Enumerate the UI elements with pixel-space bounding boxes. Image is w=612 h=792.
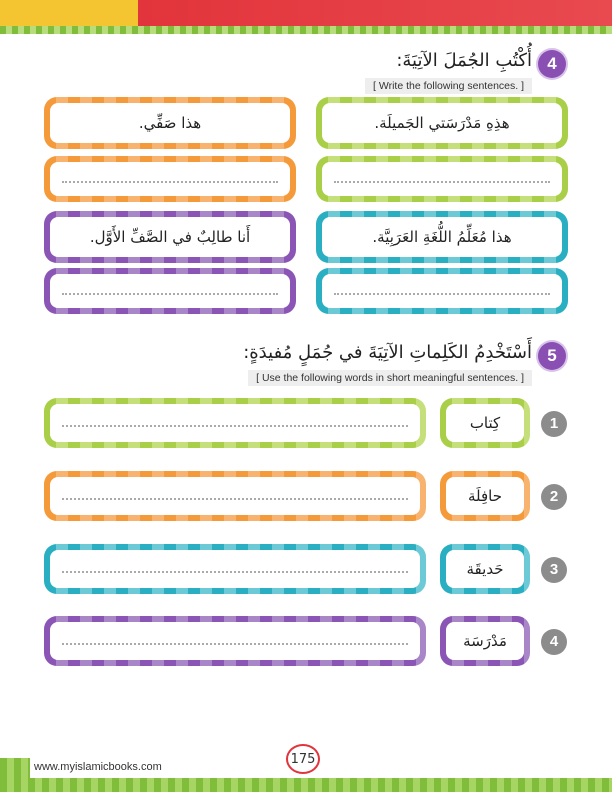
sentence-text-4: هذا مُعَلِّمُ اللُّغَةِ العَرَبِيَّة.	[372, 228, 512, 246]
section4-subtitle: [ Write the following sentences. ]	[365, 78, 532, 94]
item-number-1: 1	[541, 411, 567, 437]
section5-title: أَسْتَخْدِمُ الكَلِماتِ الآتِيَةَ في جُمَلٍ مُفيدَةٍ:	[243, 342, 532, 363]
write-line-2[interactable]	[334, 181, 550, 183]
word-box-2	[440, 471, 530, 521]
sentence-box-1	[44, 97, 296, 149]
footer-url: www.myislamicbooks.com	[34, 761, 162, 773]
word-text-4: مَدْرَسَة	[463, 632, 507, 650]
section4-title: أُكْتُبِ الجُمَلَ الآتِيَةَ:	[396, 50, 532, 71]
write-line-1[interactable]	[62, 181, 278, 183]
sentence-box-4	[316, 211, 568, 263]
write-line-3[interactable]	[62, 293, 278, 295]
section5-subtitle: [ Use the following words in short meaningful sentences. ]	[248, 370, 532, 386]
item-number-2: 2	[541, 484, 567, 510]
write-box-4[interactable]	[316, 268, 568, 314]
header-red-band	[138, 0, 612, 26]
section4-number-badge: 4	[538, 50, 566, 78]
word-box-1	[440, 398, 530, 448]
word-text-2: حافِلَة	[467, 487, 503, 505]
sentence-box-3	[44, 211, 296, 263]
answer-line-1[interactable]	[62, 425, 408, 427]
section5-number-badge: 5	[538, 342, 566, 370]
item-number-4: 4	[541, 629, 567, 655]
page-number: 175	[286, 744, 320, 774]
answer-box-4[interactable]	[44, 616, 426, 666]
header-stripes	[0, 26, 612, 34]
write-box-2[interactable]	[316, 156, 568, 202]
item-number-3: 3	[541, 557, 567, 583]
sentence-box-2	[316, 97, 568, 149]
answer-box-2[interactable]	[44, 471, 426, 521]
answer-line-3[interactable]	[62, 571, 408, 573]
answer-box-1[interactable]	[44, 398, 426, 448]
word-text-1: كِتاب	[469, 414, 501, 432]
write-box-3[interactable]	[44, 268, 296, 314]
answer-line-2[interactable]	[62, 498, 408, 500]
header-yellow-band	[0, 0, 138, 26]
sentence-text-2: هذِهِ مَدْرَسَتي الجَميلَة.	[374, 114, 510, 132]
sentence-text-1: هذا صَفِّي.	[138, 114, 202, 132]
sentence-text-3: أَنا طالِبٌ في الصَّفِّ الأَوَّل.	[89, 228, 251, 246]
write-box-1[interactable]	[44, 156, 296, 202]
word-text-3: حَديقَة	[466, 560, 504, 578]
write-line-4[interactable]	[334, 293, 550, 295]
word-box-4	[440, 616, 530, 666]
word-box-3	[440, 544, 530, 594]
answer-box-3[interactable]	[44, 544, 426, 594]
answer-line-4[interactable]	[62, 643, 408, 645]
